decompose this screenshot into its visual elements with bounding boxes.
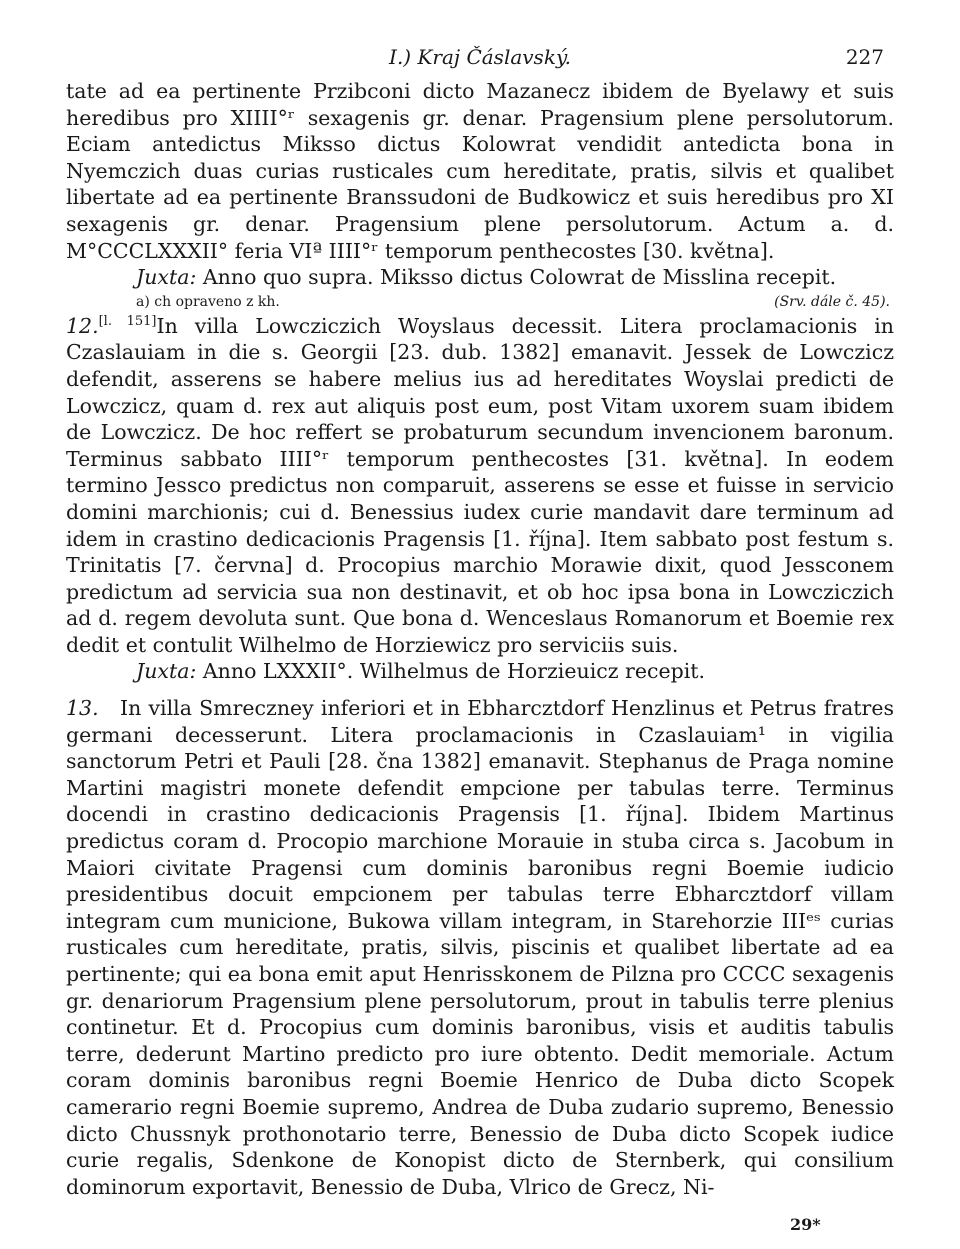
entry-13 — [66, 695, 894, 1200]
juxta-note — [66, 658, 894, 685]
folio-note: [l. 151] — [98, 313, 157, 329]
juxta-note — [66, 264, 894, 291]
page-number: 227 — [845, 45, 884, 69]
entry-text: In villa Smreczney inferiori et in Ebharcztdorf Henzlinus et Petrus fratres germani decesserunt. Litera proclamacionis in Czaslauiam¹ in vigilia sanctorum Petri et Pauli [28. čna 1382] emanavit. Stephanus de Praga nomine Martini magistri monete defendit empcione per tabulas terre. Terminus docendi in crastino dedicacionis Pragensis [1. října]. Ibidem Martinus predictus coram d. Procopio marchione Morauie in stuba circa s. Jacobum in Maiori civitate Pragensi cum dominis baronibus regni Boemie iudicio presidentibus docuit empcionem per tabulas terre Ebharcztdorf villam integram cum municione, Bukowa villam integram, in Starehorzie IIIᵉˢ curias rusticales cum hereditate, pratis, silvis, piscinis et qualibet libertate ad ea pertinente; qui ea bona emit aput Henrisskonem de Pilzna pro CCCC sexagenis gr. denariorum Pragensium plene persolutorum, prout in tabulis terre plenius continetur. Et d. Procopius cum dominis baronibus, visis et auditis tabulis terre, dederunt Martino predicto pro iure obtento. Dedit memoriale. Actum coram dominis baronibus regni Boemie Henrico de Duba dicto Scopek camerario regni Boemie supremo, Andrea de Duba zudario supremo, Benessio dicto Chussnyk prothonotario terre, Benessio de Duba dicto Scopek iudice curie regalis, Sdenkone de Konopist dicto de Sternberk, qui consilium dominorum exportavit, Benessio de Duba, Vlrico de Grecz, Ni- — [66, 696, 894, 1199]
juxta-text: Anno quo supra. Miksso dictus Colowrat de Misslina recepit. — [196, 265, 837, 290]
entry-number: 13. — [66, 696, 99, 721]
footnote-body: ch opraveno z kh. — [149, 293, 280, 310]
spacer — [66, 685, 894, 695]
entry-number: 12. — [66, 313, 99, 338]
footnote-marker: a) — [136, 293, 150, 310]
paragraph-text: tate ad ea pertinente Przibconi dicto Mazanecz ibidem de Byelawy et suis heredibus pro XIIII°ʳ sexagenis gr. denar. Pragensium plene persolutorum. Eciam antedictus Miksso dictus Kolowrat vendidit antedicta bona in Nyemczich duas curias rusticales cum hereditate, pratis, silvis et qualibet libertate ad ea pertinente Branssudoni de Budkowicz et suis heredibus pro XI sexagenis gr. denar. Pragensium plene persolutorum. Actum a. d. M°CCCLXXXII° feria VIª IIII°ʳ temporum penthecostes [30. května]. — [66, 79, 894, 263]
paragraph-continuation — [66, 78, 894, 264]
entry-12 — [66, 313, 894, 659]
juxta-label: Juxta: — [136, 265, 197, 290]
page-header — [66, 44, 894, 78]
signature-mark: 29* — [790, 1215, 821, 1234]
juxta-label: Juxta: — [136, 659, 197, 684]
footnote-text — [136, 291, 280, 313]
juxta-text: Anno LXXXII°. Wilhelmus de Horzieuicz recepit. — [196, 659, 706, 684]
footnote — [66, 291, 894, 313]
running-title: I.) Kraj Čáslavský. — [389, 45, 571, 69]
entry-text: In villa Lowcziczich Woyslaus decessit. Litera proclamacionis in Czaslauiam in die s. Georgii [23. dub. 1382] emanavit. Jessek de Lowczicz defendit, asserens se habere melius ius ad hereditates Woyslai predicti de Lowczicz, quam d. rex aut aliquis post eum, post Vitam uxorem suam ibidem de Lowczicz. De hoc reffert se probaturum secundum invencionem baronum. Terminus sabbato IIII°ʳ temporum penthecostes [31. května]. In eodem termino Jessco predictus non comparuit, asserens se esse et fuisse in servicio domini marchionis; cui d. Benessius iudex curie mandavit dare terminum ad idem in crastino dedicacionis Pragensis [1. října]. Item sabbato post festum s. Trinitatis [7. června] d. Procopius marchio Morawie dixit, quod Jessconem predictum ad servicia sua non destinavit, et ob hoc ipsa bona in Lowcziczich ad d. regem devoluta sunt. Que bona d. Wenceslaus Romanorum et Boemie rex dedit et contulit Wilhelmo de Horziewicz pro serviciis suis. — [66, 313, 894, 657]
footnote-reference: (Srv. dále č. 45). — [774, 293, 890, 310]
